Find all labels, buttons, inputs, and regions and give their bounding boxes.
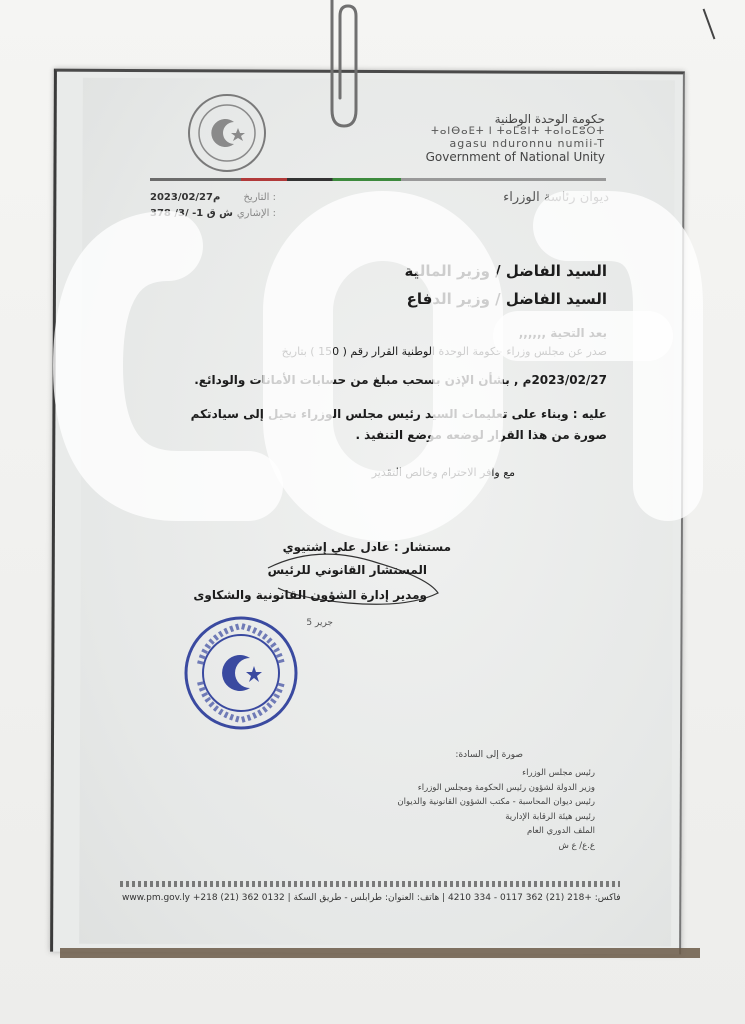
paragraph-4: صورة من هذا القرار لوضعه موضع التنفيذ . [355, 428, 607, 442]
organization-header [426, 112, 605, 164]
cc-item: الملف الدوري العام [526, 826, 595, 836]
reference-box [150, 189, 276, 221]
office-title: ديوان رئاسة الوزراء [503, 190, 609, 205]
cc-item: رئيس هيئة الرقابة الإدارية [505, 811, 595, 822]
date-label: التاريخ : [243, 191, 276, 203]
cc-item: رئيس ديوان المحاسبة - مكتب الشؤون القانونية والديوان [397, 797, 595, 807]
org-name-arabic: حكومة الوحدة الوطنية [494, 112, 605, 126]
footer-contact: www.pm.gov.ly +218 (21) 362 0132 | فاكس: +218 (21) 362 0117 - 334 4210 | هاتف: العنوان: طرابلس - طريق السكة [122, 893, 621, 903]
org-name-english: Government of National Unity [425, 150, 605, 164]
paperclip-icon [318, 0, 368, 132]
org-name-tifinagh: ⵜⴰⵏⴱⴰⴹⵜ ⵏ ⵜⴰⵎⵓⵏⵜ ⵜⴰⵏⴰⵎⵓⵔⵜ [431, 126, 605, 137]
paragraph-2: 2023/02/27م , بشأن الإذن بسحب مبلغ من حسابات الأمانات والودائع. [194, 373, 607, 387]
cc-item: رئيس مجلس الوزراء [522, 768, 595, 778]
paragraph-1: صدر عن مجلس وزراء حكومة الوحدة الوطنية القرار رقم ( 150 ) بتاريخ [281, 345, 607, 358]
paragraph-3: عليه : وبناء على تعليمات السيد رئيس مجلس الوزراء نحيل إلى سيادتكم [190, 407, 607, 421]
org-name-latin: agasu nduronnu numii-T [449, 137, 605, 150]
signatory-department: ومدير إدارة الشؤون القانونية والشكاوى [193, 588, 427, 602]
closing-line: مع وافر الاحترام وخالص التقدير [371, 466, 515, 479]
cc-item: ع.ع/ ع ش [558, 840, 595, 851]
government-emblem-icon [186, 92, 268, 174]
footer-divider [120, 881, 620, 887]
cc-item: وزير الدولة لشؤون رئيس الحكومة ومجلس الوزراء [417, 782, 595, 793]
cc-list [397, 766, 595, 853]
greeting: بعد التحية ,,,,,, [518, 326, 607, 340]
ref-label: الإشاري : [236, 207, 276, 219]
ref-value: ش ق 1- /3/ 378 [150, 207, 233, 219]
handwritten-initial: جرير 5 [306, 618, 333, 628]
signatory-title: المستشار القانوني للرئيس [267, 563, 427, 577]
date-value: 2023/02/27م [150, 191, 221, 203]
addressee-2: السيد الفاضل / وزير الدفاع [406, 290, 607, 308]
cc-title: صورة إلى السادة: [455, 750, 523, 760]
official-stamp-icon [182, 614, 300, 732]
handwritten-signature [258, 548, 448, 618]
addressee-1: السيد الفاضل / وزير المالية [404, 262, 607, 280]
desk-edge [60, 948, 700, 958]
signatory-name: مستشار : عادل علي إشتيوي [282, 540, 451, 554]
header-stripe [150, 178, 606, 181]
